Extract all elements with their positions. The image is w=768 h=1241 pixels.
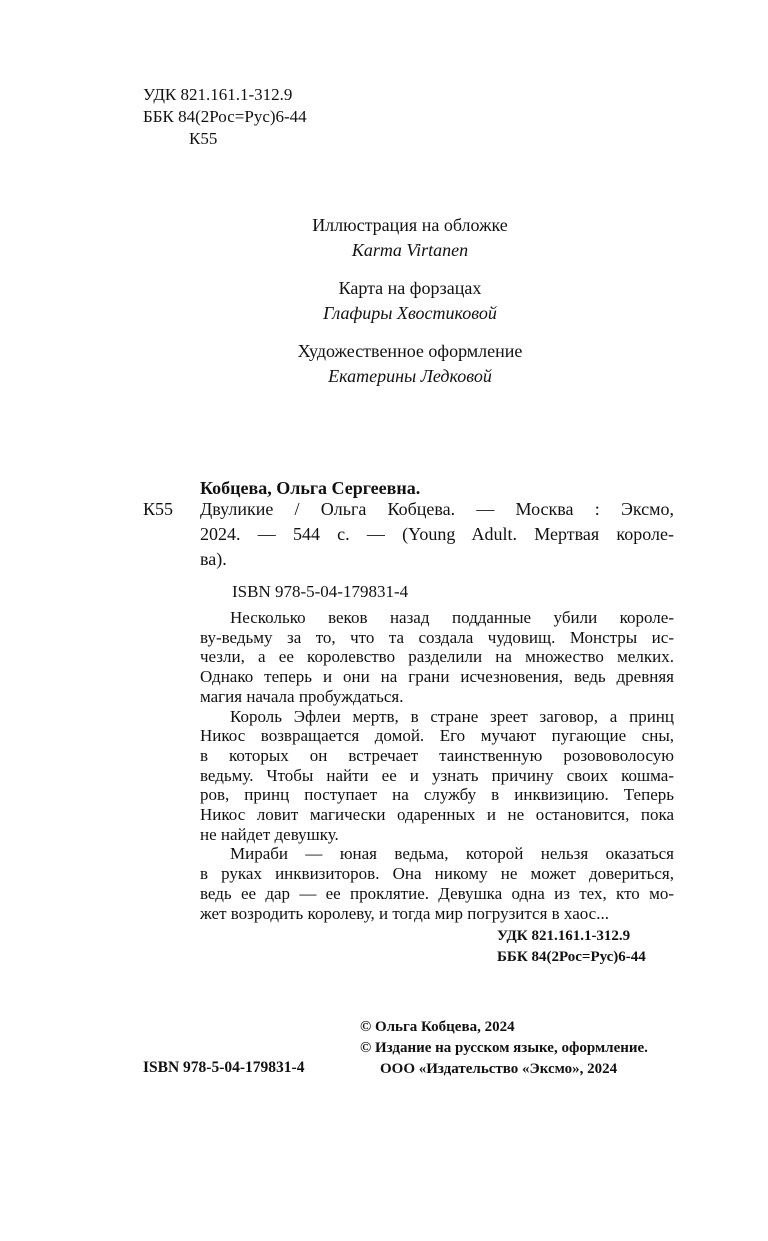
copyright-author: © Ольга Кобцева, 2024 xyxy=(360,1019,515,1035)
credit-role: Художественное оформление xyxy=(297,341,523,361)
annotation-line: чезли, а ее королевство разделили на множество мелких. xyxy=(200,647,674,667)
annotation-line: ведьму. Чтобы найти ее и узнать причину своих кошма- xyxy=(200,765,674,785)
record-mark: К55 xyxy=(143,499,174,519)
annotation xyxy=(200,608,674,923)
credit-endpaper-map xyxy=(0,276,768,326)
credit-role: Карта на форзацах xyxy=(338,278,482,298)
footer-bbk: ББК 84(2Рос=Рус)6-44 xyxy=(497,949,646,965)
author-mark: К55 xyxy=(189,129,218,148)
bibliographic-record xyxy=(200,497,674,572)
record-isbn: ISBN 978-5-04-179831-4 xyxy=(232,582,409,601)
annotation-line: Мираби — юная ведьма, которой нельзя оказаться xyxy=(230,844,674,864)
annotation-line: Однако теперь и они на грани исчезновения, ведь древняя xyxy=(200,667,674,687)
credit-name: Глафиры Хвостиковой xyxy=(323,303,497,323)
footer-udk: УДК 821.161.1-312.9 xyxy=(497,928,631,944)
annotation-line: не найдет девушку. xyxy=(200,824,339,844)
annotation-line: ведь ее дар — ее проклятие. Девушка одна из тех, кто мо- xyxy=(200,883,674,903)
annotation-line: ров, принц поступает на службу в инквизицию. Теперь xyxy=(200,785,674,805)
credit-name: Екатерины Ледковой xyxy=(328,366,492,386)
annotation-line: в руках инквизиторов. Она никому не может довериться, xyxy=(200,864,674,884)
annotation-line: магия начала пробуждаться. xyxy=(200,686,404,706)
copyright-edition: © Издание на русском языке, оформление. xyxy=(360,1040,648,1056)
record-author: Кобцева, Ольга Сергеевна. xyxy=(200,478,421,498)
record-line: ва). xyxy=(200,549,227,569)
annotation-line: Король Эфлеи мертв, в стране зреет заговор, а принц xyxy=(230,706,674,726)
copyright-publisher: ООО «Издательство «Эксмо», 2024 xyxy=(380,1061,618,1077)
footer-isbn: ISBN 978-5-04-179831-4 xyxy=(143,1059,305,1076)
classification-block xyxy=(143,84,307,150)
credit-cover-illustration xyxy=(0,213,768,263)
footer-classification xyxy=(497,926,646,968)
annotation-line: Никос ловит магически одаренных и не остановится, пока xyxy=(200,805,674,825)
annotation-line: в которых он встречает таинственную розововолосую xyxy=(200,745,674,765)
record-line: Двуликие / Ольга Кобцева. — Москва : Эксмо, xyxy=(200,499,674,519)
credit-name: Karma Virtanen xyxy=(351,240,469,260)
bbk-code: ББК 84(2Рос=Рус)6-44 xyxy=(143,107,307,126)
credit-art-design xyxy=(0,339,768,389)
annotation-line: ву-ведьму за то, что та создала чудовищ. Монстры ис- xyxy=(200,627,674,647)
annotation-line: Никос возвращается домой. Его мучают пугающие сны, xyxy=(200,726,674,746)
annotation-line: жет возродить королеву, и тогда мир погрузится в хаос... xyxy=(200,903,609,923)
record-line: 2024. — 544 с. — (Young Adult. Мертвая короле- xyxy=(200,524,674,544)
credit-role: Иллюстрация на обложке xyxy=(312,215,508,235)
annotation-line: Несколько веков назад подданные убили короле- xyxy=(230,608,674,627)
copyright-block xyxy=(360,1017,648,1080)
udk-code: УДК 821.161.1-312.9 xyxy=(143,85,293,104)
